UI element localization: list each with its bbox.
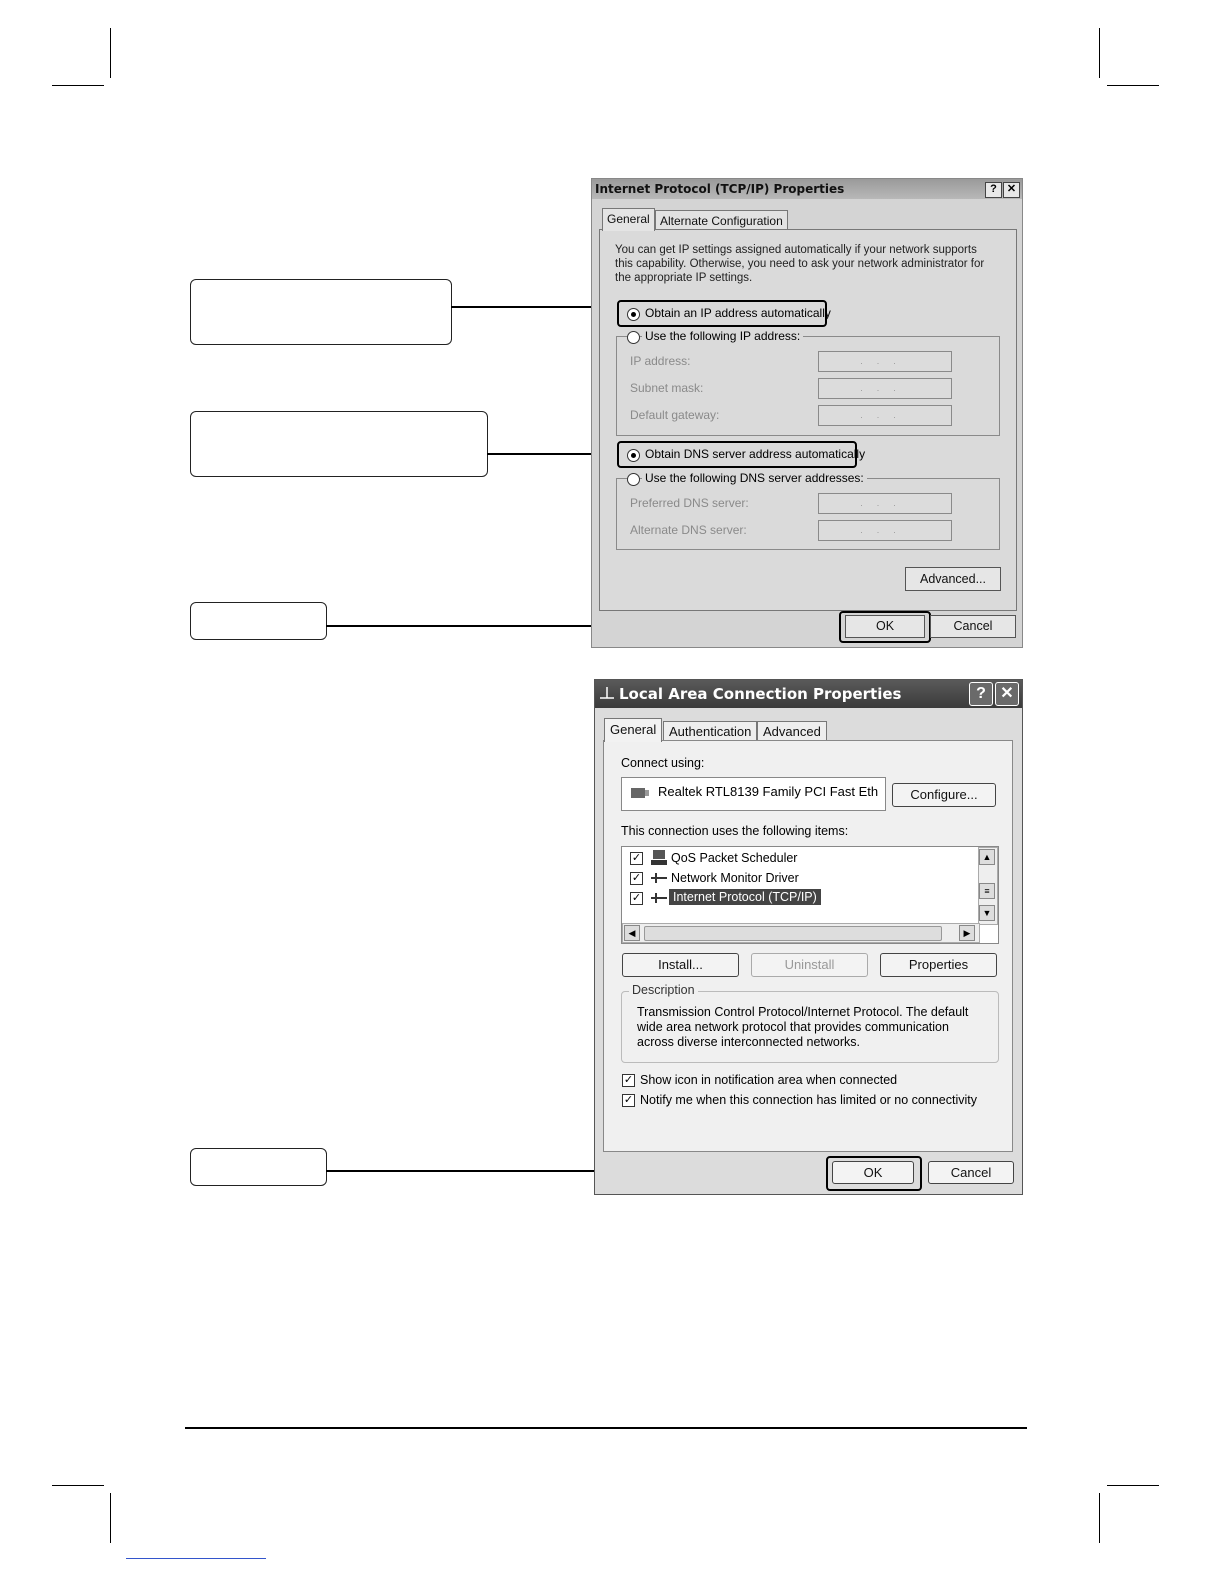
crop-mark (1107, 85, 1159, 86)
close-button[interactable]: ✕ (995, 682, 1019, 706)
obtain-ip-radio[interactable] (627, 308, 640, 321)
dialog-title: Local Area Connection Properties (595, 680, 1022, 708)
cancel-button[interactable]: Cancel (930, 615, 1016, 638)
use-following-dns-label: Use the following DNS server addresses: (642, 471, 867, 485)
qos-scheduler-icon (650, 849, 668, 866)
connect-using-label: Connect using: (621, 756, 705, 770)
cancel-button[interactable]: Cancel (928, 1161, 1014, 1184)
footer-rule (185, 1427, 1027, 1429)
crop-mark (1099, 1493, 1100, 1543)
preferred-dns-field[interactable]: ... (818, 493, 952, 514)
protocol-icon (650, 891, 668, 905)
components-list[interactable] (621, 846, 999, 944)
tcpip-properties-dialog (591, 178, 1023, 648)
horizontal-scroll-thumb[interactable] (644, 926, 942, 941)
crop-mark (52, 1485, 104, 1486)
properties-button[interactable]: Properties (880, 953, 997, 977)
callout-box-ok-2 (190, 1148, 327, 1186)
close-button[interactable]: ✕ (1003, 182, 1020, 198)
help-button[interactable]: ? (985, 182, 1002, 198)
alternate-dns-label: Alternate DNS server: (630, 523, 747, 537)
obtain-ip-label: Obtain an IP address automatically (645, 306, 831, 320)
network-card-icon (630, 786, 650, 800)
crop-mark (110, 28, 111, 78)
ok-button[interactable]: OK (845, 615, 925, 638)
subnet-mask-field[interactable]: ... (818, 378, 952, 399)
ip-address-field[interactable]: ... (818, 351, 952, 372)
scroll-thumb[interactable]: ≡ (979, 883, 995, 899)
tab-authentication[interactable]: Authentication (663, 721, 757, 742)
show-icon-label: Show icon in notification area when connected (640, 1073, 898, 1087)
network-icon (599, 686, 615, 702)
ok-button[interactable]: OK (832, 1161, 914, 1184)
advanced-button[interactable]: Advanced... (905, 567, 1001, 591)
use-following-ip-label: Use the following IP address: (642, 329, 803, 343)
install-button[interactable]: Install... (622, 953, 739, 977)
ip-address-label: IP address: (630, 354, 691, 368)
adapter-name: Realtek RTL8139 Family PCI Fast Eth (658, 784, 879, 799)
use-following-dns-radio[interactable] (627, 473, 640, 486)
adapter-box (621, 777, 886, 811)
footer-link-underline (126, 1558, 266, 1559)
scroll-right-arrow[interactable]: ▶ (959, 925, 975, 941)
lan-properties-dialog (594, 679, 1023, 1195)
scroll-left-arrow[interactable]: ◀ (624, 925, 640, 941)
network-monitor-icon (650, 871, 668, 885)
tab-general[interactable]: General (604, 718, 662, 742)
general-panel (599, 229, 1017, 611)
alternate-dns-field[interactable]: ... (818, 520, 952, 541)
crop-mark (1107, 1485, 1159, 1486)
general-panel (603, 740, 1013, 1152)
scroll-down-arrow[interactable]: ▼ (979, 905, 995, 921)
callout-box-dns (190, 411, 488, 477)
item-checkbox-tcpip[interactable]: ✓ (631, 892, 642, 904)
tab-general[interactable]: General (602, 208, 655, 231)
uninstall-button: Uninstall (751, 953, 868, 977)
list-item[interactable]: Network Monitor Driver (671, 871, 799, 885)
crop-mark (1099, 28, 1100, 78)
item-checkbox-netmon[interactable]: ✓ (631, 872, 642, 884)
obtain-dns-radio[interactable] (627, 449, 640, 462)
notify-label: Notify me when this connection has limited or no connectivity (640, 1093, 977, 1107)
subnet-mask-label: Subnet mask: (630, 381, 704, 395)
callout-box-ip (190, 279, 452, 345)
list-item[interactable]: QoS Packet Scheduler (671, 851, 798, 865)
obtain-dns-label: Obtain DNS server address automatically (645, 447, 866, 461)
description-label: Description (629, 983, 698, 997)
configure-button[interactable]: Configure... (892, 783, 996, 807)
tab-advanced[interactable]: Advanced (757, 721, 827, 742)
tab-alternate-configuration[interactable]: Alternate Configuration (655, 210, 788, 231)
callout-box-ok-1 (190, 602, 327, 640)
items-label: This connection uses the following items: (621, 824, 849, 838)
description-text: Transmission Control Protocol/Internet Protocol. The default wide area network protocol that provides communication across diverse interconnected networks. (637, 1005, 969, 1049)
crop-mark (110, 1493, 111, 1543)
crop-mark (52, 85, 104, 86)
list-item-selected[interactable]: Internet Protocol (TCP/IP) (669, 889, 821, 905)
item-checkbox-qos[interactable]: ✓ (631, 852, 642, 864)
help-button[interactable]: ? (969, 682, 993, 706)
intro-text: You can get IP settings assigned automatically if your network supports this capability. Otherwise, you need to ask your network administrator for the appropriate IP settings. (615, 244, 985, 284)
preferred-dns-label: Preferred DNS server: (630, 496, 749, 510)
scroll-up-arrow[interactable]: ▲ (979, 849, 995, 865)
notify-checkbox[interactable]: ✓ (623, 1094, 634, 1106)
dialog-title: Internet Protocol (TCP/IP) Properties (592, 179, 1022, 199)
show-icon-checkbox[interactable]: ✓ (623, 1074, 634, 1086)
default-gateway-label: Default gateway: (630, 408, 720, 422)
default-gateway-field[interactable]: ... (818, 405, 952, 426)
use-following-ip-radio[interactable] (627, 331, 640, 344)
